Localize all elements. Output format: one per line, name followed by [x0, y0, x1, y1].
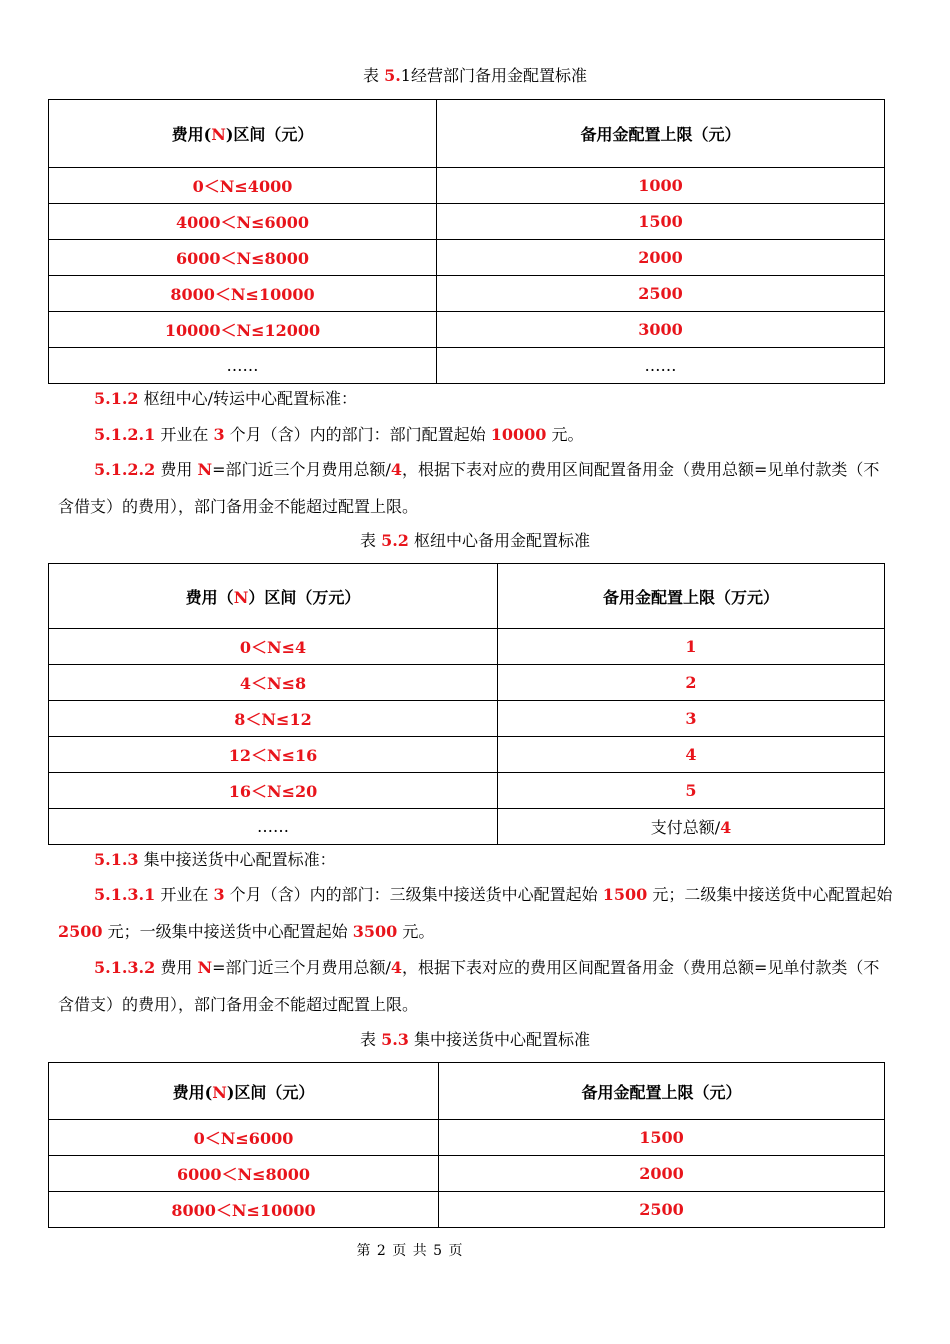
section-5-1-2-2: 5.1.2.2 费用 N=部门近三个月费用总额/4，根据下表对应的费用区间配置备用金（费用总额=见单付款类（不含借支）的费用），部门备用金不能超过配置上限。: [58, 460, 880, 516]
limit-cell: 2500: [439, 1192, 885, 1228]
limit-cell: 1: [498, 629, 885, 665]
range-cell: 12＜N≤16: [49, 737, 498, 773]
range-cell: 4000＜N≤6000: [49, 204, 437, 240]
table-header-row: [49, 1063, 885, 1120]
limit-cell: ……: [437, 348, 885, 384]
table-row: [49, 1120, 885, 1156]
header-limit: 备用金配置上限（元）: [439, 1063, 885, 1120]
table-header-row: [49, 100, 885, 168]
table-row: [49, 773, 885, 809]
header-limit: 备用金配置上限（万元）: [498, 564, 885, 629]
limit-cell: 3000: [437, 312, 885, 348]
range-cell: 0＜N≤4000: [49, 168, 437, 204]
limit-cell: 2000: [437, 240, 885, 276]
range-cell: 0＜N≤4: [49, 629, 498, 665]
limit-cell: 1000: [437, 168, 885, 204]
section-5-1-2: 5.1.2 枢纽中心/转运中心配置标准：: [94, 389, 358, 408]
limit-cell: 1500: [437, 204, 885, 240]
caption-prefix: 表: [363, 66, 385, 85]
limit-cell: 4: [498, 737, 885, 773]
header-limit: 备用金配置上限（元）: [437, 100, 885, 168]
table-row: [49, 809, 885, 845]
table-row: [49, 204, 885, 240]
caption-text: 经营部门备用金配置标准: [410, 66, 587, 85]
range-cell: 10000＜N≤12000: [49, 312, 437, 348]
table-row: [49, 1156, 885, 1192]
range-cell: 4＜N≤8: [49, 665, 498, 701]
table-5-3-caption: 表 5.3 集中接送货中心配置标准: [359, 1030, 591, 1049]
table-row: [49, 168, 885, 204]
header-expense-range: 费用(N)区间（元）: [49, 100, 437, 168]
limit-cell: 5: [498, 773, 885, 809]
limit-cell: 2000: [439, 1156, 885, 1192]
range-cell: ……: [49, 809, 498, 845]
limit-cell: 3: [498, 701, 885, 737]
limit-cell: 2500: [437, 276, 885, 312]
table-row: [49, 737, 885, 773]
range-cell: 0＜N≤6000: [49, 1120, 439, 1156]
range-cell: 8000＜N≤10000: [49, 1192, 439, 1228]
table-5-1: [48, 99, 885, 384]
header-expense-range: 费用（N）区间（万元）: [49, 564, 498, 629]
limit-cell: 支付总额/4: [498, 809, 885, 845]
table-5-3: [48, 1062, 885, 1228]
limit-cell: 1500: [439, 1120, 885, 1156]
table-row: [49, 629, 885, 665]
section-5-1-3: 5.1.3 集中接送货中心配置标准：: [94, 850, 336, 869]
page-footer: 第 2 页 共 5 页: [356, 1243, 464, 1259]
range-cell: 8＜N≤12: [49, 701, 498, 737]
range-cell: ……: [49, 348, 437, 384]
range-cell: 6000＜N≤8000: [49, 1156, 439, 1192]
table-row: [49, 276, 885, 312]
table-row: [49, 1192, 885, 1228]
header-expense-range: 费用(N)区间（元）: [49, 1063, 439, 1120]
table-row: [49, 240, 885, 276]
table-row: [49, 665, 885, 701]
table-row: [49, 348, 885, 384]
table-5-1-caption: [0, 66, 950, 86]
range-cell: 6000＜N≤8000: [49, 240, 437, 276]
table-row: [49, 312, 885, 348]
table-header-row: [49, 564, 885, 629]
section-5-1-2-1: 5.1.2.1 开业在 3 个月（含）内的部门：部门配置起始 10000 元。: [94, 425, 584, 444]
section-5-1-3-1: 5.1.3.1 开业在 3 个月（含）内的部门：三级集中接送货中心配置起始 1500 元；二级集中接送货中心配置起始 2500 元；一级集中接送货中心配置起始 3500 元。: [58, 885, 893, 941]
section-5-1-3-2: 5.1.3.2 费用 N=部门近三个月费用总额/4，根据下表对应的费用区间配置备用金（费用总额=见单付款类（不含借支）的费用），部门备用金不能超过配置上限。: [58, 958, 880, 1014]
caption-number-tail: 1: [400, 66, 411, 85]
range-cell: 8000＜N≤10000: [49, 276, 437, 312]
table-row: [49, 701, 885, 737]
table-5-2-caption: 表 5.2 枢纽中心备用金配置标准: [359, 531, 591, 550]
limit-cell: 2: [498, 665, 885, 701]
table-5-2: [48, 563, 885, 845]
range-cell: 16＜N≤20: [49, 773, 498, 809]
caption-number: 5.: [384, 66, 401, 85]
